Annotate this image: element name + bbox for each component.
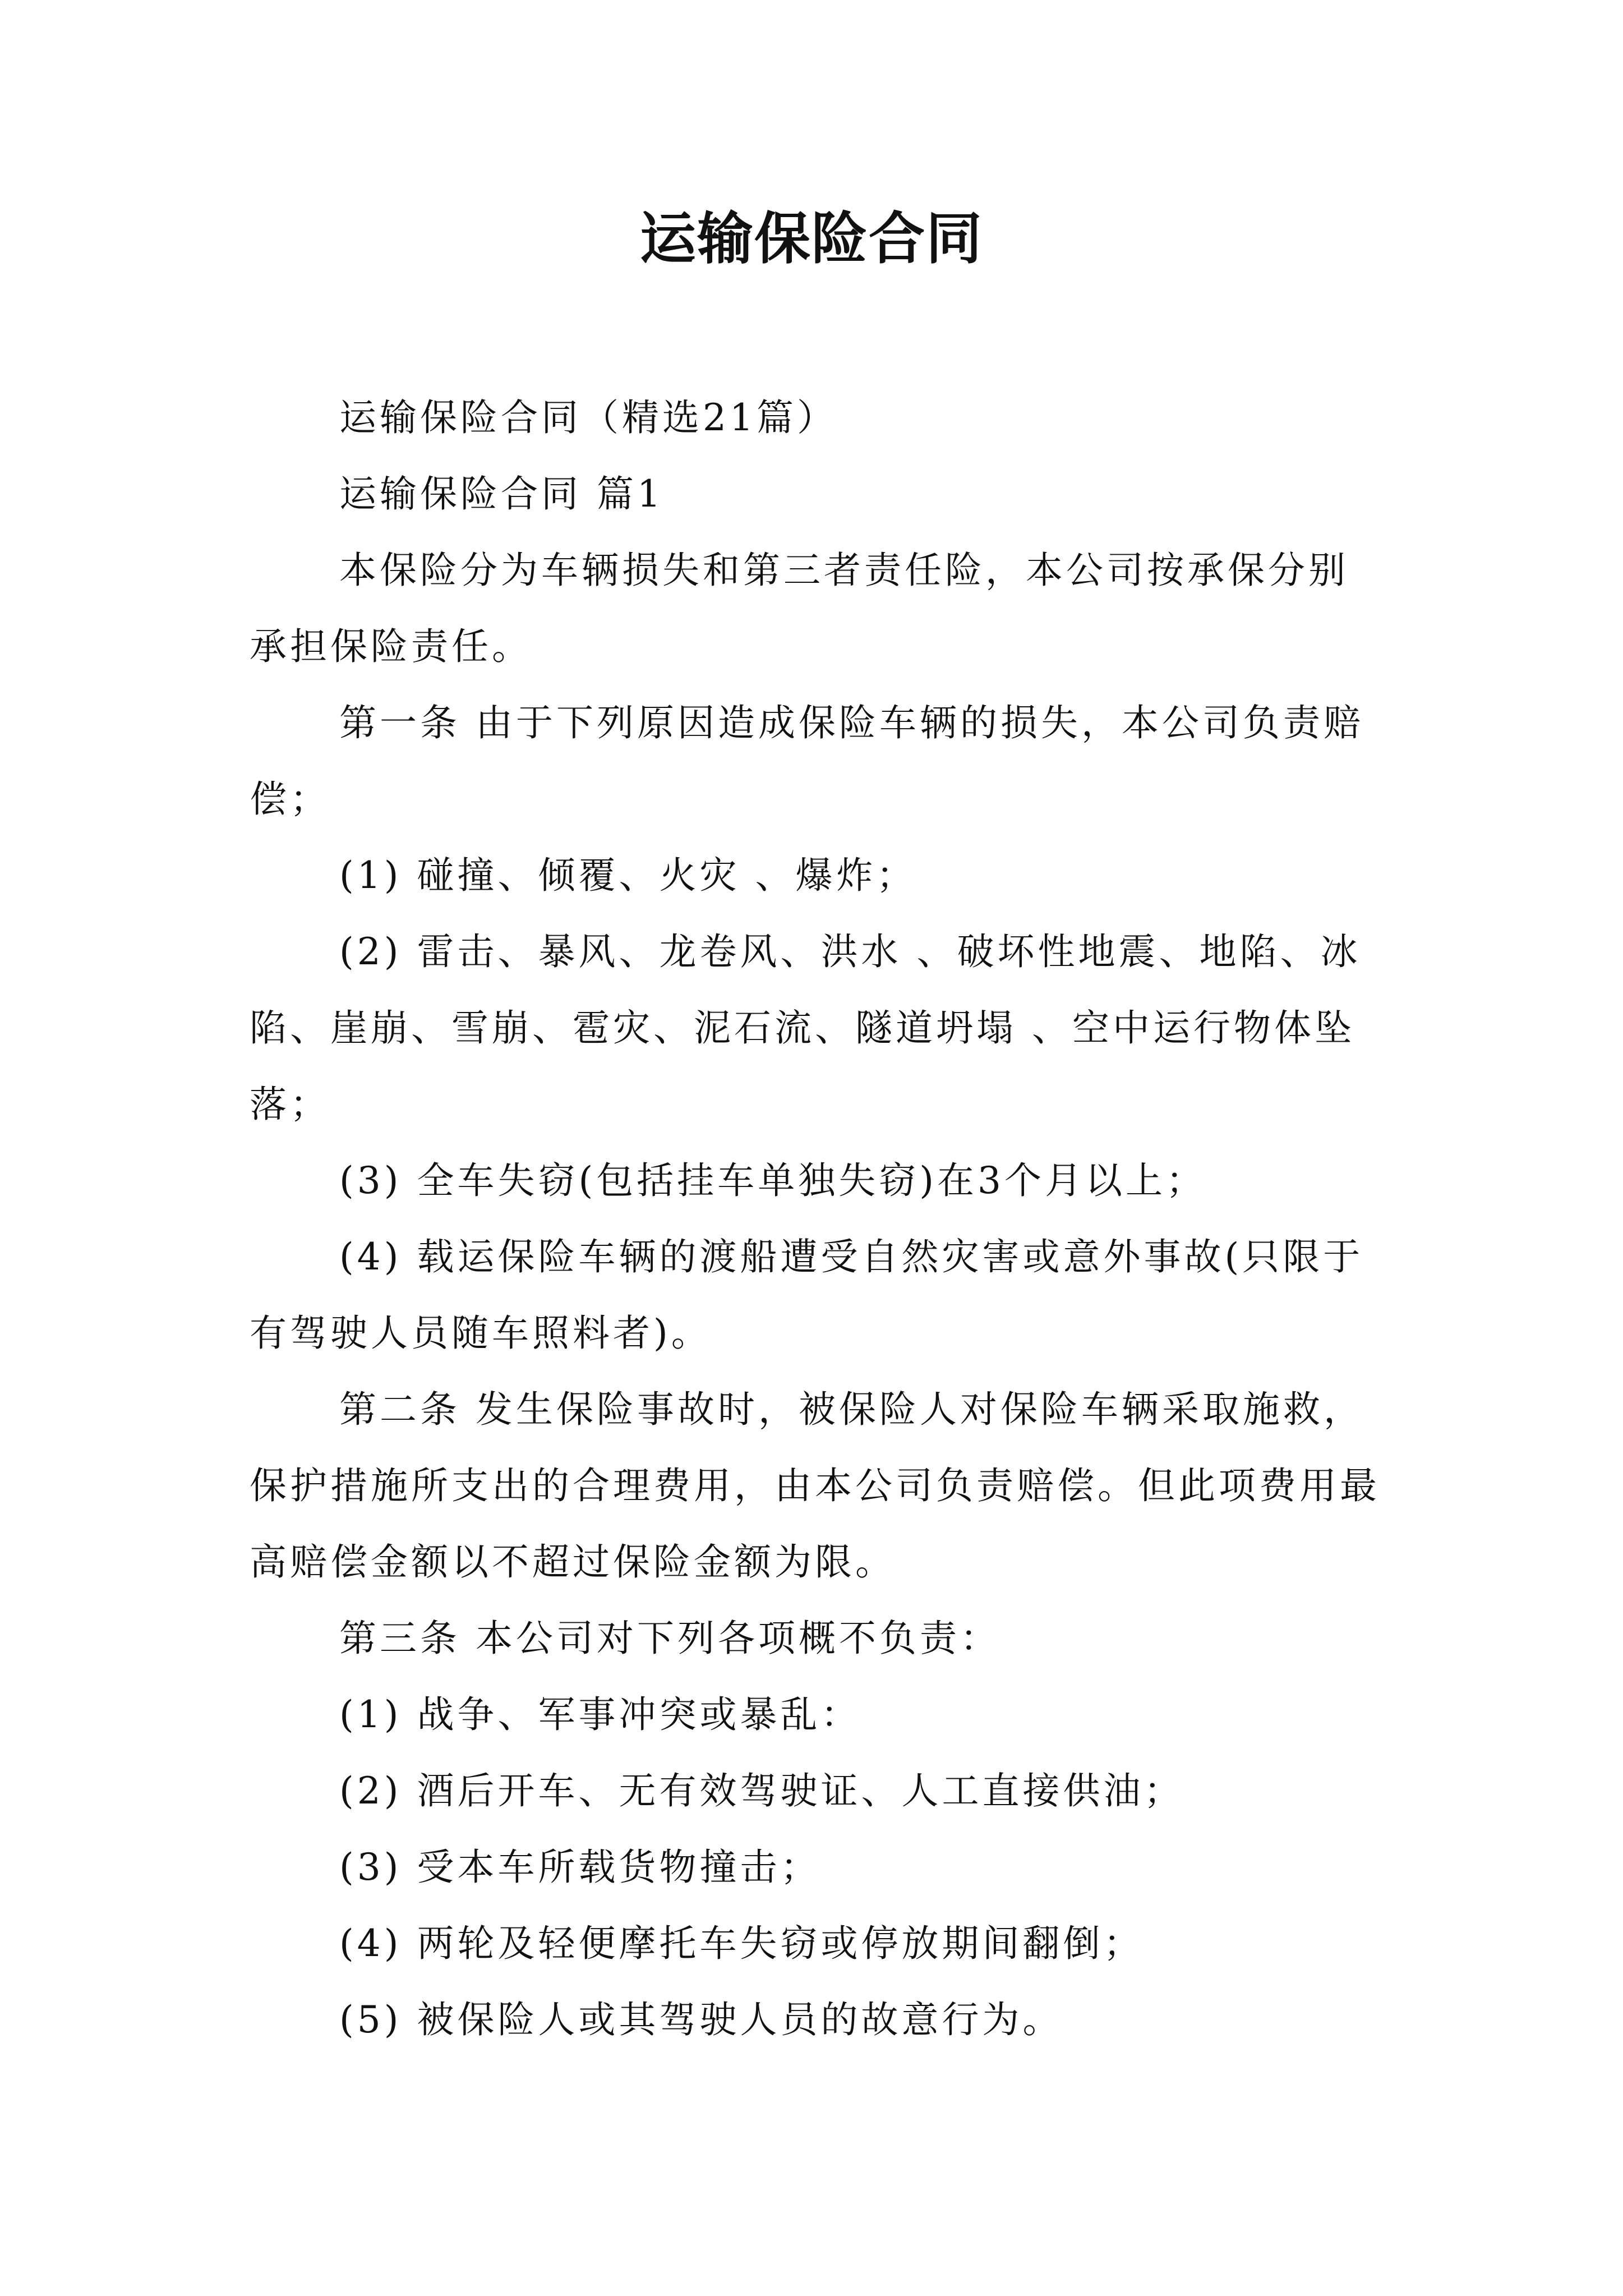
intro-paragraph: 本保险分为车辆损失和第三者责任险，本公司按承保分别承担保险责任。 [250,549,1349,668]
article-3-paragraph: 第三条 本公司对下列各项概不负责： [339,1617,1000,1660]
article-3-item-4: (4) 两轮及轻便摩托车失窃或停放期间翻倒； [339,1922,1144,1965]
article-3-item-3: (3) 受本车所载货物撞击； [339,1846,821,1889]
article-1-item-3: (3) 全车失窃(包括挂车单独失窃)在3个月以上； [339,1159,1206,1202]
document-title: 运输保险合同 [640,205,983,272]
article-1-item-2: (2) 雷击、暴风、龙卷风、洪水 、破坏性地震、地陷、冰陷、崖崩、雪崩、雹灾、泥石流、隧道坍塌 、空中运行物体坠落； [250,930,1361,1126]
article-2-paragraph: 第二条 发生保险事故时，被保险人对保险车辆采取施救，保护措施所支出的合理费用，由本公司负责赔偿。但此项费用最高赔偿金额以不超过保险金额为限。 [250,1388,1380,1584]
document-body [250,380,1388,2058]
article-3-item-5: (5) 被保险人或其驾驶人员的故意行为。 [339,1998,1063,2041]
article-3-item-2: (2) 酒后开车、无有效驾驶证、人工直接供油； [339,1769,1184,1812]
article-1-paragraph: 第一条 由于下列原因造成保险车辆的损失，本公司负责赔偿； [250,701,1364,821]
subtitle-paragraph: 运输保险合同（精选21篇） [339,396,837,439]
section-heading: 运输保险合同 篇1 [339,472,664,516]
article-1-item-1: (1) 碰撞、倾覆、火灾 、爆炸； [339,854,917,897]
article-3-item-1: (1) 战争、军事冲突或暴乱： [339,1693,861,1736]
article-1-item-4: (4) 载运保险车辆的渡船遭受自然灾害或意外事故(只限于有驾驶人员随车照料者)。 [250,1235,1364,1355]
